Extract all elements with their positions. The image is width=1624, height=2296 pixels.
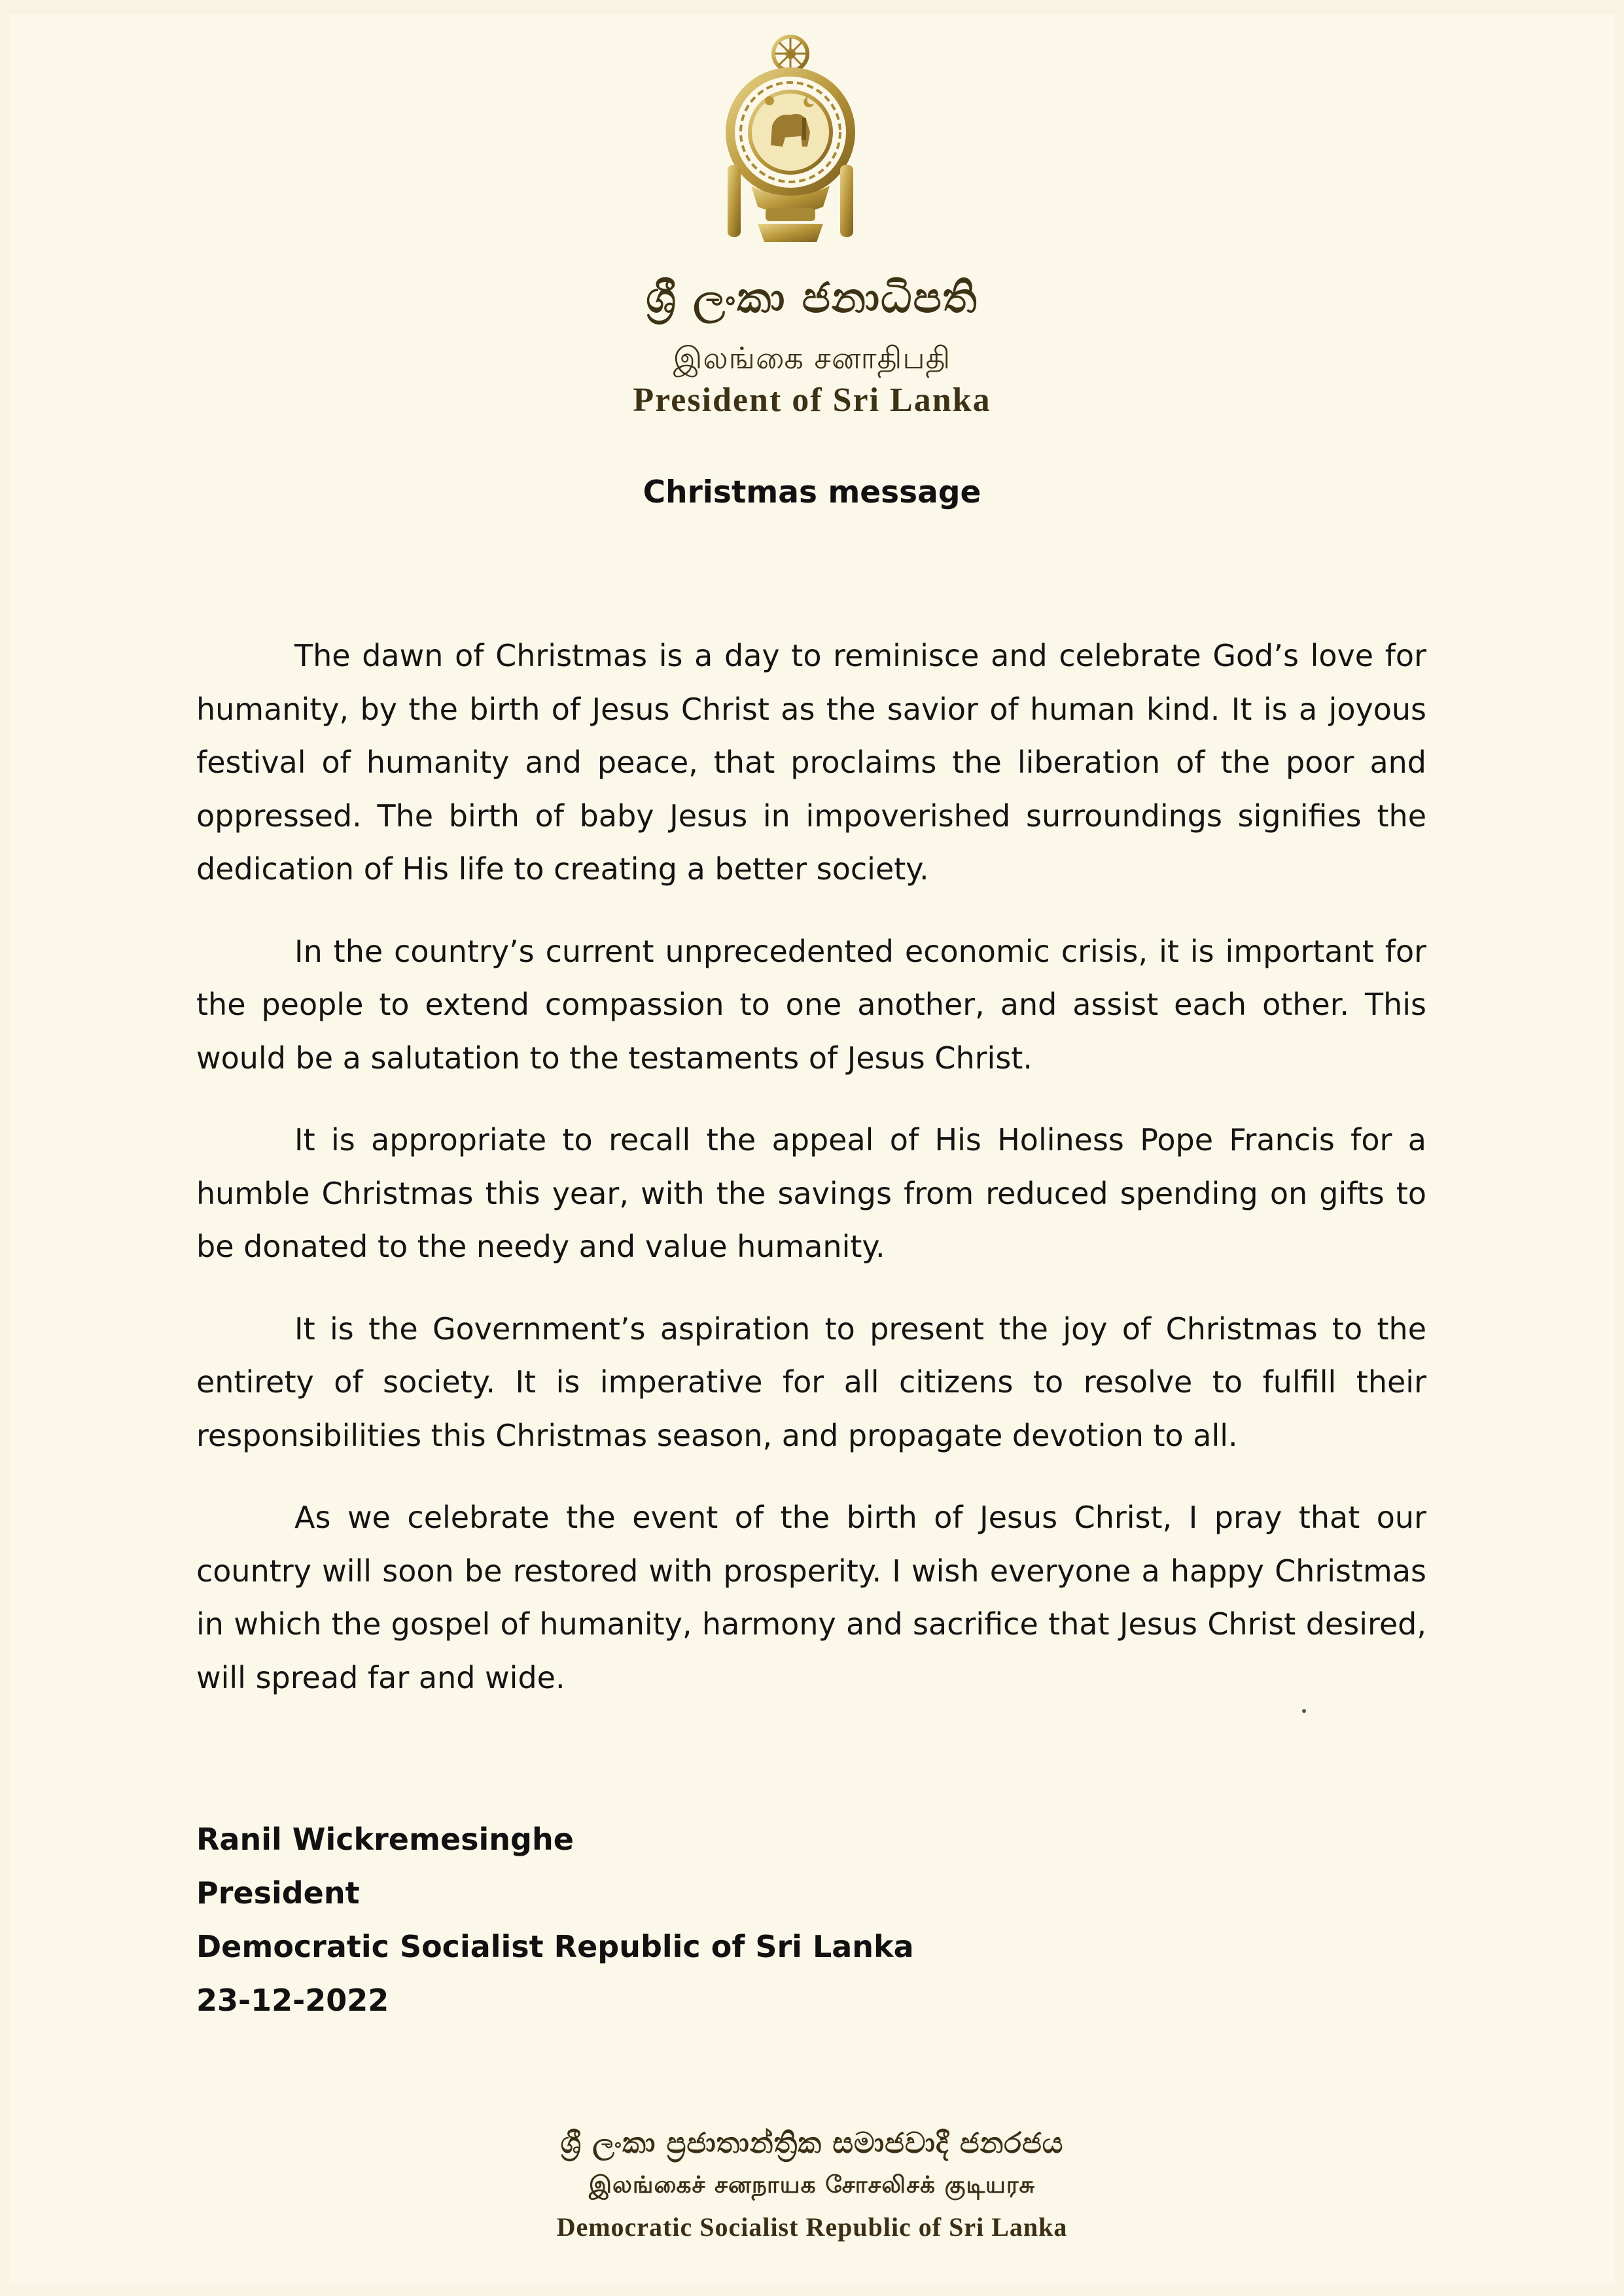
paragraph-1: The dawn of Christmas is a day to reminisce and celebrate God’s love for humanity, by the birth of Jesus Christ as the savior of human kind. It is a joyous festival of humanity and peace, that proclaims the liberation of the poor and oppressed. The birth of baby Jesus in impoverished surroundings signifies the dedication of His life to creating a better society. bbox=[196, 638, 1426, 887]
message-body bbox=[196, 629, 1426, 1733]
header-english: President of Sri Lanka bbox=[633, 381, 991, 419]
paragraph-2: In the country’s current unprecedented economic crisis, it is important for the people to extend compassion to one another, and assist each other. This would be a salutation to the testaments of Jesus Christ. bbox=[196, 933, 1426, 1076]
header-tamil: இலங்கை சனாதிபதி bbox=[673, 340, 951, 376]
paragraph-4: It is the Government’s aspiration to present the joy of Christmas to the entirety of society. It is imperative for all citizens to resolve to fulfill their responsibilities this Christmas season, and propagate devotion to all. bbox=[196, 1311, 1426, 1453]
signatory-position: President bbox=[196, 1875, 360, 1911]
header-sinhala: ශ්‍රී ලංකා ජනාධිපති bbox=[646, 274, 978, 323]
message-title: Christmas message bbox=[643, 474, 981, 510]
paragraph-5: As we celebrate the event of the birth of Jesus Christ, I pray that our country will soon be restored with prosperity. I wish everyone a happy Christmas in which the gospel of humanity, harmony and sacrifice that Jesus Christ desired, will spread far and wide. bbox=[196, 1500, 1426, 1695]
letter-date: 23-12-2022 bbox=[196, 1983, 389, 2018]
footer-tamil: இலங்கைச் சனநாயக சோசலிசக் குடியரசு bbox=[589, 2171, 1035, 2199]
footer-sinhala: ශ්‍රී ලංකා ප්‍රජාතාන්ත්‍රික සමාජවාදී ජනරජය bbox=[560, 2127, 1064, 2160]
signatory-country: Democratic Socialist Republic of Sri Lanka bbox=[196, 1929, 914, 1964]
signatory-name: Ranil Wickremesinghe bbox=[196, 1822, 574, 1857]
paragraph-3: It is appropriate to recall the appeal of His Holiness Pope Francis for a humble Christmas this year, with the savings from reduced spending on gifts to be donated to the needy and value humanity. bbox=[196, 1122, 1426, 1264]
signature-block bbox=[196, 1812, 914, 2027]
paper-speck bbox=[1302, 1709, 1306, 1713]
sri-lanka-emblem-icon bbox=[725, 34, 856, 250]
footer-english: Democratic Socialist Republic of Sri Lanka bbox=[556, 2212, 1068, 2242]
